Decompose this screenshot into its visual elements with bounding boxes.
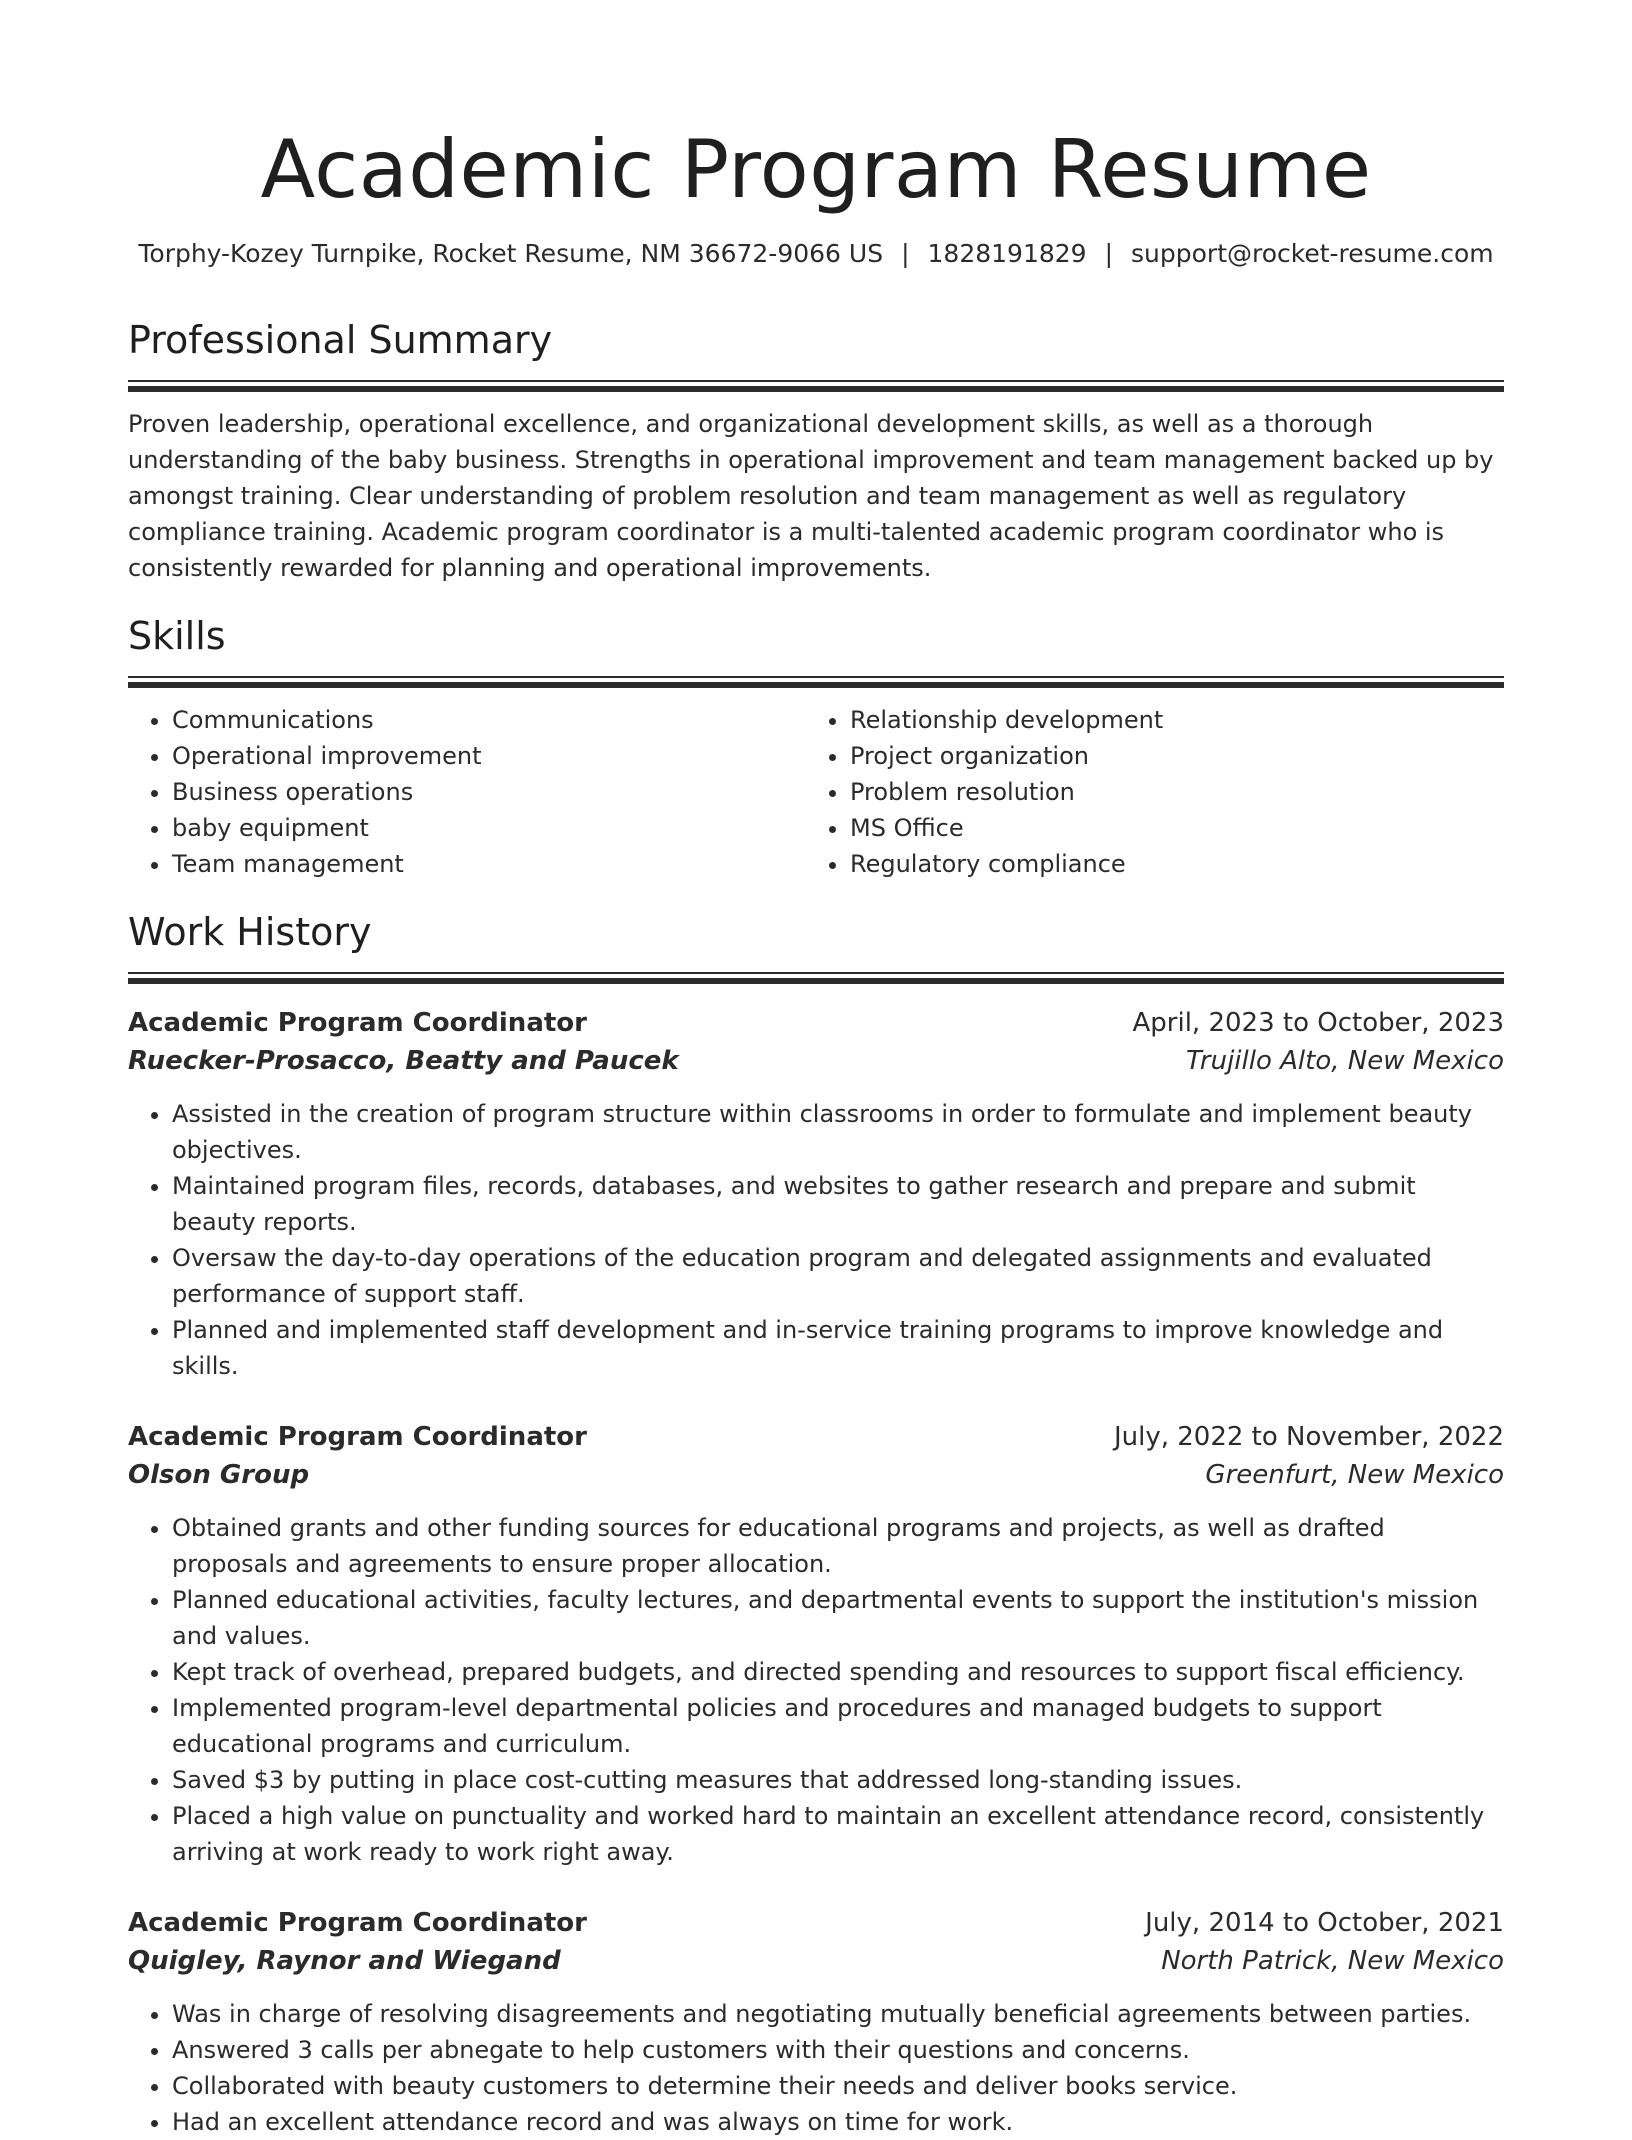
job-bullets — [128, 1510, 1504, 1870]
skills-list — [128, 702, 1504, 882]
contact-separator: | — [1104, 239, 1114, 268]
skill-item: • Project organization — [850, 738, 1484, 774]
job-header-row — [128, 1418, 1504, 1456]
skills-section — [128, 612, 1504, 882]
job-bullet: • Maintained program files, records, databases, and websites to gather research and prepare and submit beauty reports. — [172, 1168, 1504, 1240]
skills-column-left — [128, 702, 806, 882]
section-heading: Work History — [128, 910, 372, 954]
skill-item: • MS Office — [850, 810, 1484, 846]
job-bullet: • Answered 3 calls per abnegate to help customers with their questions and concerns. — [172, 2032, 1504, 2068]
job-dates: July, 2022 to November, 2022 — [1113, 1422, 1504, 1452]
job-bullet: • Placed a high value on punctuality and worked hard to maintain an excellent attendance record, consistently arriving at work ready to work right away. — [172, 1798, 1504, 1870]
job-title: Academic Program Coordinator — [128, 1908, 587, 1938]
contact-email: support@rocket-resume.com — [1131, 239, 1494, 268]
job-bullet: • Assisted in the creation of program structure within classrooms in order to formulate and implement beauty objectives. — [172, 1096, 1504, 1168]
job-bullet: • Planned and implemented staff development and in-service training programs to improve knowledge and skills. — [172, 1312, 1504, 1384]
summary-text: Proven leadership, operational excellence, and organizational development skills, as well as a thorough understanding of the baby business. Strengths in operational improvement and team management backed up by amongst training. Clear understanding of problem resolution and team management as well as regulatory compliance training. Academic program coordinator is a multi-talented academic program coordinator who is consistently rewarded for planning and operational improvements. — [128, 410, 1494, 582]
job-location: North Patrick, New Mexico — [1161, 1946, 1504, 1976]
resume-title: Academic Program Resume — [260, 123, 1372, 216]
job-entry — [128, 1004, 1504, 1384]
contact-line — [128, 238, 1504, 270]
work-history-section — [128, 908, 1504, 2140]
job-header-row — [128, 1004, 1504, 1042]
job-subheader-row — [128, 1456, 1504, 1494]
contact-separator: | — [901, 239, 910, 268]
section-divider — [128, 676, 1504, 688]
job-bullet: • Collaborated with beauty customers to determine their needs and deliver books service. — [172, 2068, 1504, 2104]
job-dates: April, 2023 to October, 2023 — [1132, 1008, 1504, 1038]
contact-phone: 1828191829 — [927, 239, 1087, 268]
skill-item: • Relationship development — [850, 702, 1484, 738]
job-bullet: • Implemented program-level departmental policies and procedures and managed budgets to support educational programs and curriculum. — [172, 1690, 1504, 1762]
professional-summary-section — [128, 316, 1504, 586]
job-bullet: • Was in charge of resolving disagreements and negotiating mutually beneficial agreements between parties. — [172, 1996, 1504, 2032]
job-bullet: • Saved $3 by putting in place cost-cutting measures that addressed long-standing issues. — [172, 1762, 1504, 1798]
job-bullets — [128, 1996, 1504, 2140]
job-entry — [128, 1904, 1504, 2140]
skill-item: • baby equipment — [172, 810, 806, 846]
job-bullet: • Oversaw the day-to-day operations of the education program and delegated assignments and evaluated performance of support staff. — [172, 1240, 1504, 1312]
job-company: Quigley, Raynor and Wiegand — [128, 1946, 561, 1976]
job-bullet: • Kept track of overhead, prepared budgets, and directed spending and resources to support fiscal efficiency. — [172, 1654, 1504, 1690]
job-company: Olson Group — [128, 1460, 310, 1490]
section-divider — [128, 380, 1504, 392]
job-entry — [128, 1418, 1504, 1870]
section-divider — [128, 972, 1504, 984]
contact-address: Torphy-Kozey Turnpike, Rocket Resume, NM 36672-9066 US — [138, 239, 884, 268]
skill-item: • Problem resolution — [850, 774, 1484, 810]
resume-page — [128, 0, 1504, 2140]
job-dates: July, 2014 to October, 2021 — [1145, 1908, 1504, 1938]
skill-item: • Communications — [172, 702, 806, 738]
section-heading: Skills — [128, 614, 226, 658]
job-bullet: • Obtained grants and other funding sources for educational programs and projects, as well as drafted proposals and agreements to ensure proper allocation. — [172, 1510, 1504, 1582]
job-title: Academic Program Coordinator — [128, 1008, 587, 1038]
skill-item: • Team management — [172, 846, 806, 882]
skill-item: • Business operations — [172, 774, 806, 810]
section-heading: Professional Summary — [128, 318, 553, 362]
job-subheader-row — [128, 1042, 1504, 1080]
job-bullets — [128, 1096, 1504, 1384]
job-bullet: • Had an excellent attendance record and was always on time for work. — [172, 2104, 1504, 2140]
job-title: Academic Program Coordinator — [128, 1422, 587, 1452]
job-header-row — [128, 1904, 1504, 1942]
job-location: Greenfurt, New Mexico — [1205, 1460, 1504, 1490]
job-company: Ruecker-Prosacco, Beatty and Paucek — [128, 1046, 679, 1076]
skill-item: • Regulatory compliance — [850, 846, 1484, 882]
job-subheader-row — [128, 1942, 1504, 1980]
job-bullet: • Planned educational activities, faculty lectures, and departmental events to support the institution's mission and values. — [172, 1582, 1504, 1654]
skills-column-right — [806, 702, 1484, 882]
skill-item: • Operational improvement — [172, 738, 806, 774]
job-location: Trujillo Alto, New Mexico — [1186, 1046, 1504, 1076]
